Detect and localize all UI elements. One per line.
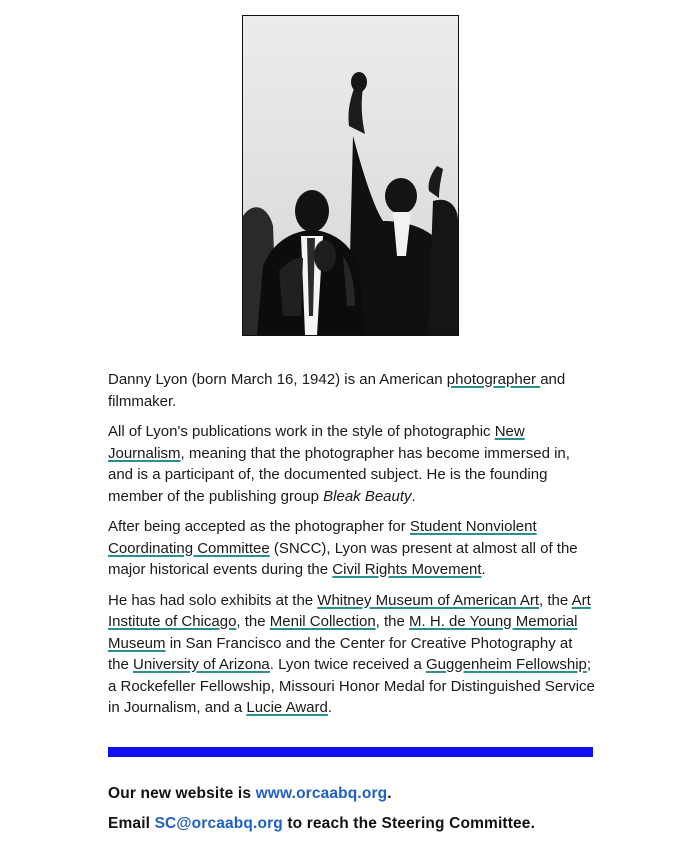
link-civil-rights-movement[interactable]: Civil Rights Movement	[332, 561, 482, 578]
footer	[108, 784, 668, 844]
text: He has had solo exhibits at the	[108, 591, 318, 609]
text: .	[411, 487, 416, 505]
article-body	[108, 369, 596, 728]
link-new-journalism[interactable]: New Journalism	[108, 423, 525, 462]
text: , the	[236, 613, 270, 630]
text: and filmmaker.	[108, 371, 566, 410]
footer-email-line	[108, 814, 668, 833]
divider-rule	[108, 747, 593, 757]
link-guggenheim-fellowship[interactable]: Guggenheim Fellowship	[425, 656, 587, 673]
paragraph-publications	[108, 421, 596, 507]
text: Email	[108, 815, 155, 832]
paragraph-sncc	[108, 516, 596, 581]
text: .	[327, 699, 333, 716]
link-whitney-museum[interactable]: Whitney Museum of American Art	[317, 591, 540, 609]
text: Our new website is	[108, 785, 256, 802]
text: (SNCC), Lyon was present at almost all of the major historical events during the	[108, 539, 578, 578]
link-de-young-museum[interactable]: M. H. de Young Memorial Museum	[108, 613, 578, 652]
text: . Lyon twice received a	[269, 656, 426, 673]
text: All of Lyon's publications work in the style of photographic	[108, 423, 495, 440]
text: in San Francisco and the Center for Creative Photography at the	[108, 634, 573, 673]
text: .	[481, 561, 486, 578]
email-link[interactable]: SC@orcaabq.org	[154, 815, 283, 832]
link-university-of-arizona[interactable]: University of Arizona	[133, 656, 270, 673]
protest-photo-icon	[243, 16, 458, 335]
paragraph-exhibits	[108, 590, 596, 719]
text: Danny Lyon (born March 16, 1942) is an American	[108, 371, 447, 388]
text: to reach the Steering Committee.	[282, 815, 536, 832]
paragraph-intro	[108, 369, 596, 412]
protest-photo	[242, 15, 459, 336]
link-menil-collection[interactable]: Menil Collection	[269, 613, 376, 630]
text: , the	[539, 591, 572, 609]
link-lucie-award[interactable]: Lucie Award	[246, 699, 328, 716]
text: .	[387, 785, 392, 802]
link-photographer[interactable]: photographer	[446, 371, 541, 388]
text: ; a Rockefeller Fellowship, Missouri Honor Medal for Distinguished Service in Journalism, and a	[108, 656, 595, 716]
text: , the	[375, 613, 410, 630]
website-link[interactable]: www.orcaabq.org	[255, 785, 388, 802]
footer-website-line	[108, 784, 668, 803]
link-art-institute-chicago[interactable]: Art Institute of Chicago	[108, 591, 591, 630]
bleak-beauty-title: Bleak Beauty	[323, 487, 412, 505]
text: After being accepted as the photographer for	[108, 518, 410, 535]
link-sncc[interactable]: Student Nonviolent Coordinating Committee	[108, 518, 537, 557]
text: , meaning that the photographer has become immersed in, and is a participant of, the documented subject. He is the founding member of the publishing group	[108, 444, 570, 505]
